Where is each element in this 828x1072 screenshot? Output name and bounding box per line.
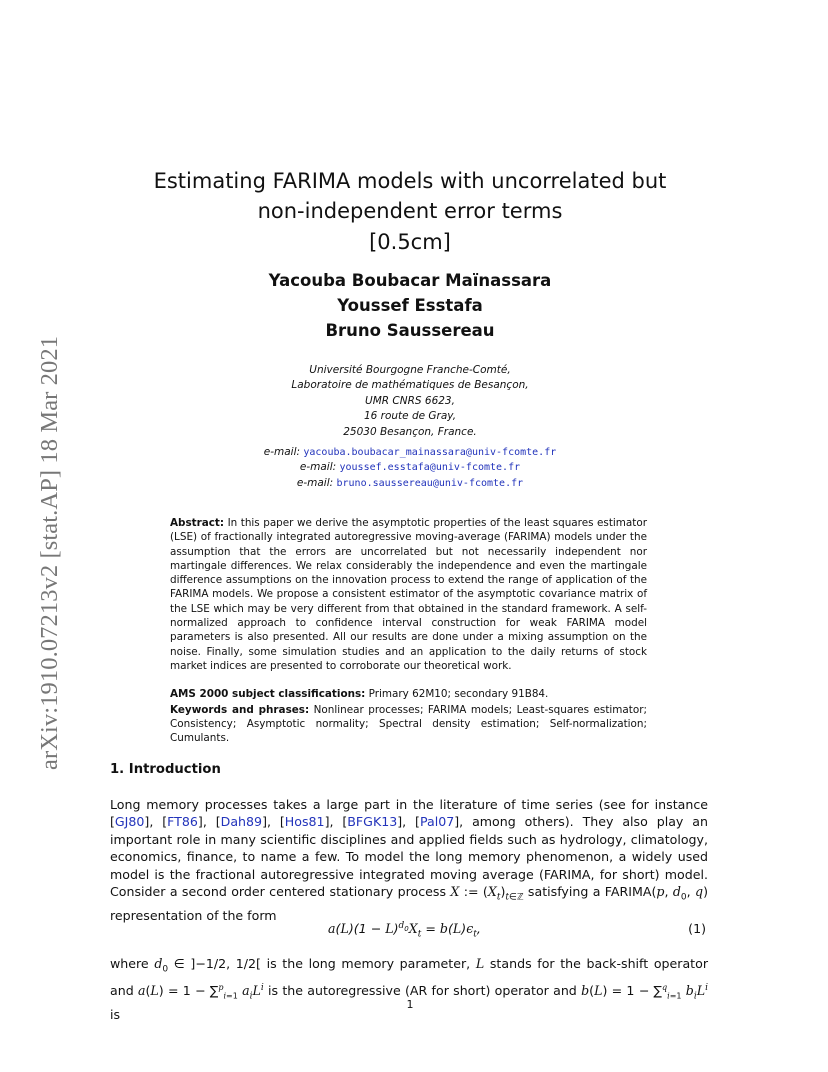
section-title: Introduction xyxy=(128,762,221,777)
citation-link[interactable]: Dah89 xyxy=(220,814,263,830)
intro-paragraph: Long memory processes takes a large part in the literature of time series (see for instance [GJ80], [FT86], [Dah89], [Hos81], [BFGK13], [Pal07], among others). They also play an important role in many scientific disciplines and applied fields such as hydrology, climatology, economics, finance, to name a few. To model the long memory phenomenon, a widely used model is the fractional autoregressive integrated moving average (FARIMA, for short) model. Consider a second order centered stationary process X := $(X_t)_{t\in ℤ}$ satisfying a FARIMA(p, $d_0$, q) representation of the form xyxy=(110,797,709,923)
author-name: Bruno Saussereau xyxy=(325,321,495,340)
intro-text: stands for the back-shift operator and xyxy=(110,956,709,999)
citation-link[interactable]: GJ80 xyxy=(114,814,145,830)
citation-link[interactable]: BFGK13 xyxy=(347,814,398,830)
email-label: e-mail: xyxy=(299,461,337,474)
abstract-label: Abstract: xyxy=(170,517,225,529)
affiliation-line: UMR CNRS 6623, xyxy=(365,394,455,407)
intro-text: is the autoregressive (AR for short) operator and xyxy=(268,983,577,999)
math-inline: X xyxy=(450,884,460,900)
affiliation-line: 16 route de Gray, xyxy=(363,410,457,423)
intro-text: satisfying a FARIMA xyxy=(527,884,652,900)
paper-title-line-1: Estimating FARIMA models with uncorrelated but xyxy=(153,169,667,193)
intro-text: where xyxy=(110,956,149,971)
author-list xyxy=(200,268,620,343)
email-list xyxy=(200,445,620,491)
intro-text: is the long memory parameter, xyxy=(266,956,471,971)
equation-number: (1) xyxy=(688,921,706,936)
arxiv-identifier: arXiv:1910.07213v2 [stat.AP] 18 Mar 2021 xyxy=(36,335,63,770)
email-row xyxy=(200,476,620,491)
citation-link[interactable]: Hos81 xyxy=(284,814,325,830)
intro-paragraph-2: where $d_0$ ∈ ]−1/2, 1/2[ is the long memory parameter, L stands for the back-shift operator and a(L) = 1 − ∑$^p_{i=1}$ $a_iL^i$ is the autoregressive (AR for short) operator and b(L) = 1 − ∑$^q_{i=1}$ $b_iL^i$ is xyxy=(110,956,709,1023)
email-label: e-mail: xyxy=(263,446,301,458)
intro-text: representation of the form xyxy=(110,907,277,923)
paper-title-line-2: non-independent error terms xyxy=(257,199,563,223)
email-link[interactable]: youssef.esstafa@univ-fcomte.fr xyxy=(339,462,521,474)
affiliation-line: 25030 Besançon, France. xyxy=(343,425,477,438)
page-number: 1 xyxy=(406,998,414,1011)
email-link[interactable]: yacouba.boubacar_mainassara@univ-fcomte.fr xyxy=(303,447,557,458)
section-number: 1. xyxy=(110,762,125,777)
keywords-text: Nonlinear processes; FARIMA models; Least-squares estimator; Consistency; Asymptotic normality; Spectral density estimation; Self-normalization; Cumulants. xyxy=(170,704,647,745)
equation-1 xyxy=(110,920,708,940)
email-row xyxy=(200,460,620,475)
citation-link[interactable]: Pal07 xyxy=(419,814,455,830)
section-heading xyxy=(110,762,221,777)
intro-text: , among others). They also play an important role in many scientific disciplines and applied fields such as hydrology, climatology, economics, finance, to name a few. To model the long memory phenomenon, a widely used model is the fractional autoregressive integrated moving average (FARIMA, for short) model. Consider a second order centered stationary process xyxy=(110,814,708,900)
affiliation-line: Université Bourgogne Franche-Comté, xyxy=(309,364,511,376)
email-link[interactable]: bruno.saussereau@univ-fcomte.fr xyxy=(336,477,524,489)
affiliation xyxy=(200,363,620,440)
intro-text: is xyxy=(110,1007,121,1023)
abstract-text: In this paper we derive the asymptotic properties of the least squares estimator (LSE) of fractionally integrated autoregressive moving-average (FARIMA) models under the assumption that the errors are uncorrelated but not necessarily independent nor martingale differences. We relax considerably the independence and even the martingale difference assumptions on the innovation process to extend the range of application of the FARIMA models. We propose a consistent estimator of the asymptotic covariance matrix of the LSE which may be very different from that obtained in the standard framework. A self-normalized approach to confidence interval construction for weak FARIMA model parameters is also presented. All our results are done under a mixing assumption on the noise. Finally, some simulation studies and an application to the daily returns of stock market indices are presented to corroborate our theoretical work. xyxy=(170,517,647,672)
email-row xyxy=(200,445,620,460)
ams-classification xyxy=(170,687,647,701)
affiliation-line: Laboratoire de mathématiques de Besançon, xyxy=(291,379,529,392)
intro-text: Long memory processes takes a large part in the literature of time series (see for instance xyxy=(110,797,708,812)
ams-text: Primary 62M10; secondary 91B84. xyxy=(368,688,549,700)
author-name: Youssef Esstafa xyxy=(337,296,483,315)
paper-title-line-3: [0.5cm] xyxy=(369,230,451,254)
ams-label: AMS 2000 subject classifications: xyxy=(170,688,366,700)
email-label: e-mail: xyxy=(296,476,334,489)
keywords-label: Keywords and phrases: xyxy=(170,704,310,716)
keywords xyxy=(170,703,647,746)
citation-link[interactable]: FT86 xyxy=(167,814,198,830)
abstract xyxy=(170,516,647,673)
equation-body: $a(L)(1 - L)^{d_0}X_t = b(L)\epsilon_t$, xyxy=(328,921,481,940)
author-name: Yacouba Boubacar Maïnassara xyxy=(268,271,552,290)
